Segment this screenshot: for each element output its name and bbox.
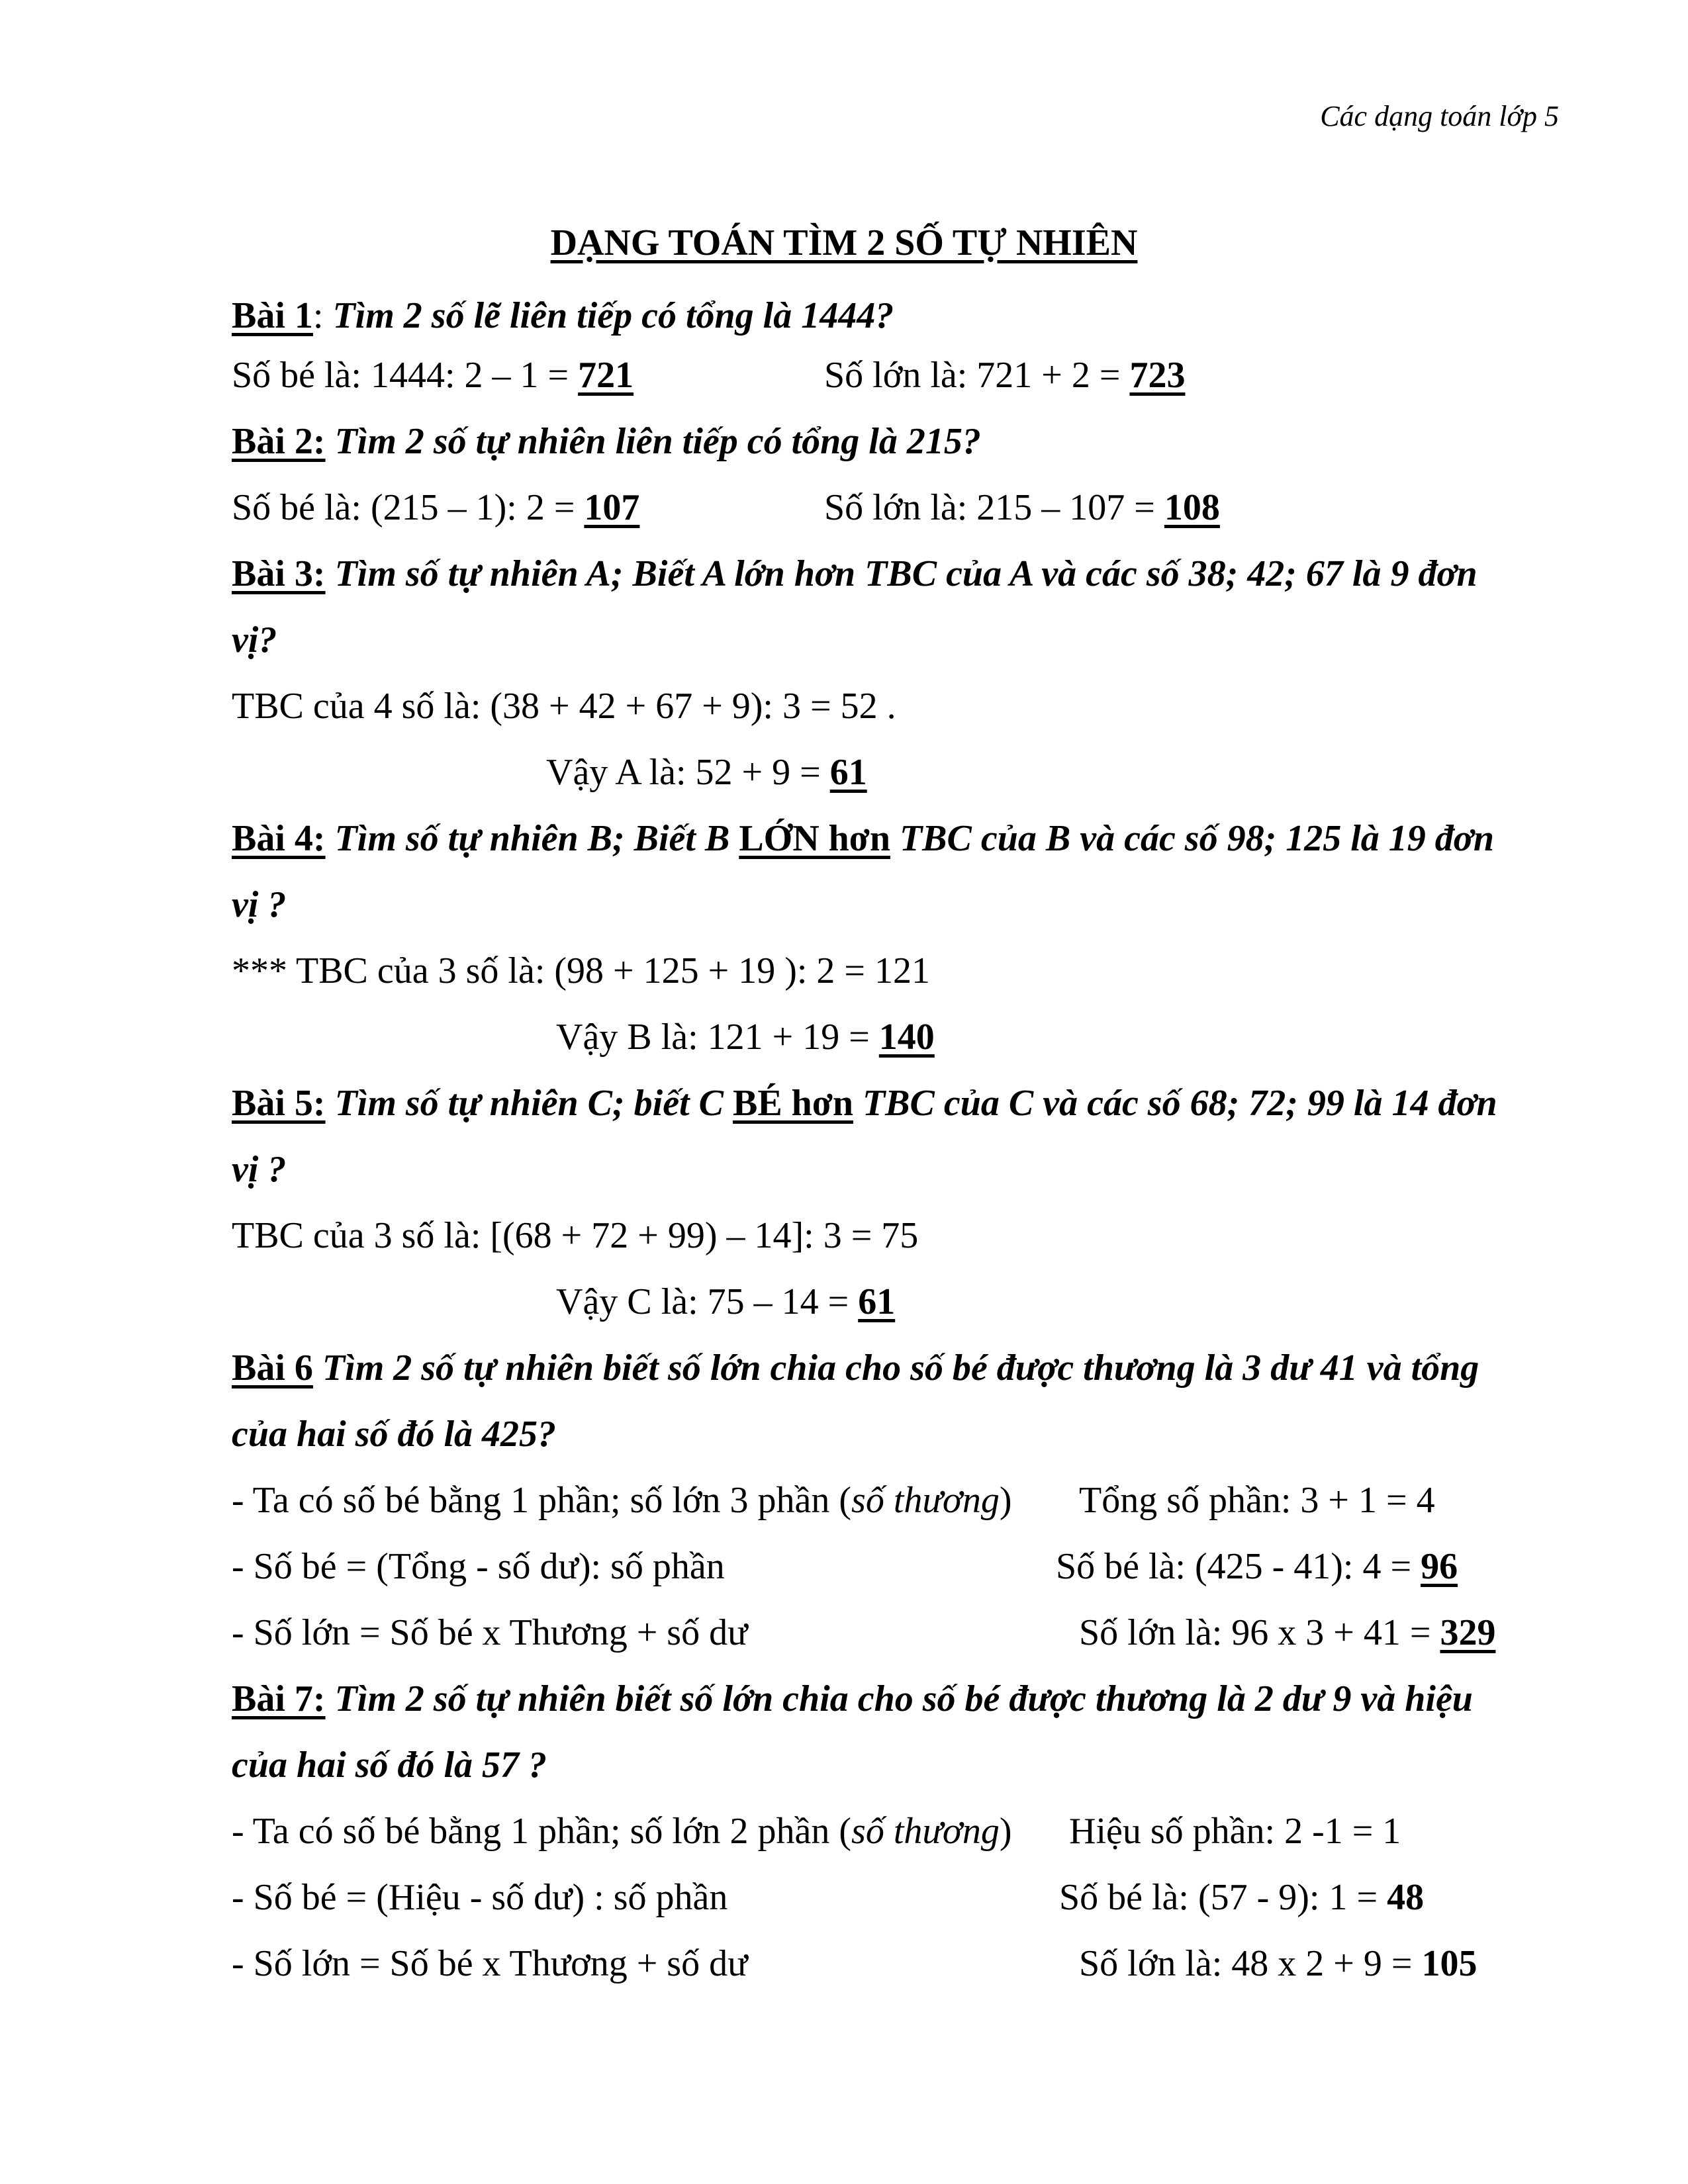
bai7-label: Bài 7: bbox=[232, 1678, 326, 1719]
bai2-answer-right: Số lớn là: 215 – 107 = 108 bbox=[824, 487, 1220, 528]
bai1-answer-left: Số bé là: 1444: 2 – 1 = 721 bbox=[232, 355, 634, 396]
bai2-answer-left: Số bé là: (215 – 1): 2 = 107 bbox=[232, 487, 640, 528]
bai6-question: Bài 6 Tìm 2 số tự nhiên biết số lớn chia cho số bé được thương là 3 dư 41 và tổng bbox=[232, 1347, 1479, 1388]
bai1-answer-right: Số lớn là: 721 + 2 = 723 bbox=[824, 355, 1186, 396]
bai3-step1: TBC của 4 số là: (38 + 42 + 67 + 9): 3 = 52 . bbox=[232, 686, 896, 727]
bai6-row2-right: Số bé là: (425 - 41): 4 = 96 bbox=[1056, 1546, 1458, 1587]
bai6-question-cont: của hai số đó là 425? bbox=[232, 1414, 557, 1455]
page-title: DẠNG TOÁN TÌM 2 SỐ TỰ NHIÊN bbox=[550, 222, 1138, 263]
bai4-label: Bài 4: bbox=[232, 818, 326, 859]
bai7-row1-left: - Ta có số bé bằng 1 phần; số lớn 2 phần (số thương) bbox=[232, 1811, 1012, 1852]
bai7-row2-left: - Số bé = (Hiệu - số dư) : số phần bbox=[232, 1877, 728, 1918]
bai6-row2-left: - Số bé = (Tổng - số dư): số phần bbox=[232, 1546, 725, 1587]
bai7-row3-right: Số lớn là: 48 x 2 + 9 = 105 bbox=[1079, 1943, 1477, 1984]
page-header: Các dạng toán lớp 5 bbox=[1320, 100, 1559, 132]
bai3-label: Bài 3: bbox=[232, 553, 326, 594]
bai6-row3-left: - Số lớn = Số bé x Thương + số dư bbox=[232, 1612, 748, 1653]
bai6-label: Bài 6 bbox=[232, 1347, 313, 1388]
bai5-question-cont: vị ? bbox=[232, 1149, 287, 1190]
bai1-label: Bài 1 bbox=[232, 295, 313, 336]
bai5-step1: TBC của 3 số là: [(68 + 72 + 99) – 14]: 3 = 75 bbox=[232, 1215, 919, 1256]
bai7-row2-right: Số bé là: (57 - 9): 1 = 48 bbox=[1059, 1877, 1425, 1918]
bai6-row1-right: Tổng số phần: 3 + 1 = 4 bbox=[1079, 1480, 1435, 1521]
bai2-question: Bài 2: Tìm 2 số tự nhiên liên tiếp có tổng là 215? bbox=[232, 421, 981, 462]
bai4-step1: *** TBC của 3 số là: (98 + 125 + 19 ): 2 = 121 bbox=[232, 950, 930, 991]
bai3-question-cont: vị? bbox=[232, 619, 277, 660]
bai4-question-cont: vị ? bbox=[232, 884, 287, 925]
bai6-row1-left: - Ta có số bé bằng 1 phần; số lớn 3 phần (số thương) bbox=[232, 1480, 1012, 1521]
bai1-question: Bài 1: Tìm 2 số lẽ liên tiếp có tổng là 1444? bbox=[232, 295, 894, 336]
bai5-question: Bài 5: Tìm số tự nhiên C; biết C BÉ hơn TBC của C và các số 68; 72; 99 là 14 đơn bbox=[232, 1083, 1497, 1124]
bai3-result: Vậy A là: 52 + 9 = 61 bbox=[546, 752, 867, 793]
bai4-result: Vậy B là: 121 + 19 = 140 bbox=[556, 1017, 935, 1058]
bai4-question: Bài 4: Tìm số tự nhiên B; Biết B LỚN hơn TBC của B và các số 98; 125 là 19 đơn bbox=[232, 818, 1494, 859]
bai6-row3-right: Số lớn là: 96 x 3 + 41 = 329 bbox=[1079, 1612, 1496, 1653]
bai5-label: Bài 5: bbox=[232, 1083, 326, 1124]
bai7-question: Bài 7: Tìm 2 số tự nhiên biết số lớn chia cho số bé được thương là 2 dư 9 và hiệu bbox=[232, 1678, 1473, 1719]
bai7-question-cont: của hai số đó là 57 ? bbox=[232, 1745, 547, 1786]
bai2-label: Bài 2: bbox=[232, 421, 326, 462]
bai7-row1-right: Hiệu số phần: 2 -1 = 1 bbox=[1069, 1811, 1401, 1852]
bai5-result: Vậy C là: 75 – 14 = 61 bbox=[556, 1281, 896, 1322]
bai7-row3-left: - Số lớn = Số bé x Thương + số dư bbox=[232, 1943, 748, 1984]
bai3-question: Bài 3: Tìm số tự nhiên A; Biết A lớn hơn TBC của A và các số 38; 42; 67 là 9 đơn bbox=[232, 553, 1477, 594]
